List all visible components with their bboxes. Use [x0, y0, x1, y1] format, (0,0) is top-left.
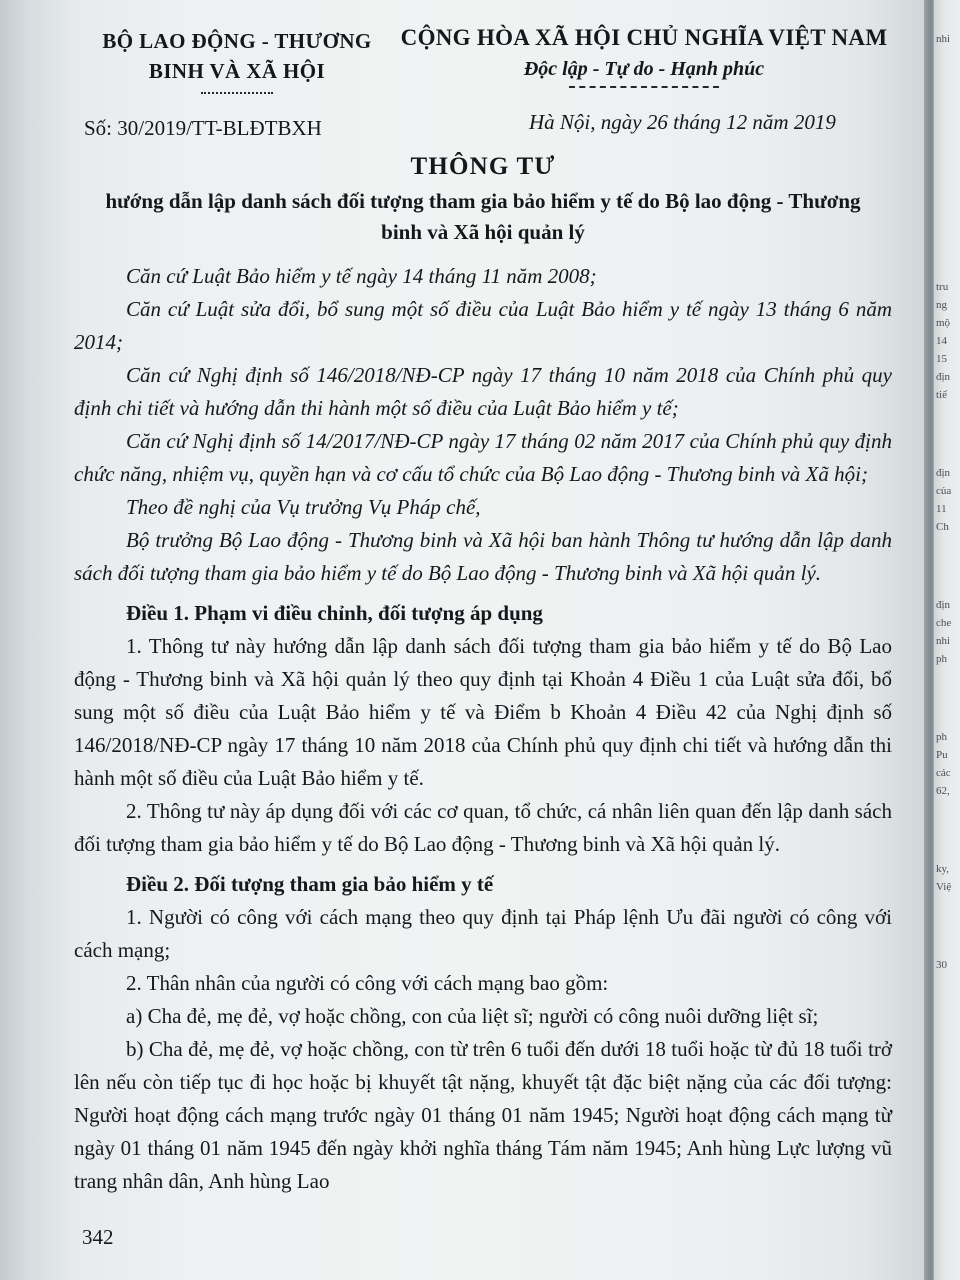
document-title: THÔNG TƯ	[410, 153, 556, 180]
national-line-2: Độc lập - Tự do - Hạnh phúc	[523, 58, 765, 80]
article-1-paragraph-2: 2. Thông tư này áp dụng đối với các cơ quan, tổ chức, cá nhân liên quan đến lập danh sách đối tượng tham gia bảo hiểm y tế do Bộ Lao động - Thương binh và Xã hội quản lý.	[74, 799, 892, 856]
facing-text-fragment: 15	[936, 353, 947, 365]
article-1-paragraph-1: 1. Thông tư này hướng dẫn lập danh sách đối tượng tham gia bảo hiểm y tế do Bộ Lao động - Thương binh và Xã hội quản lý theo quy định tại Khoản 4 Điều 1 của Luật sửa đổi, bổ sung một số điều của Luật Bảo hiểm y tế và Điểm b Khoản 4 Điều 42 của Nghị định số 146/2018/NĐ-CP ngày 17 tháng 10 năm 2018 của Chính phủ quy định chi tiết và hướng dẫn thi hành một số điều của Luật Bảo hiểm y tế.	[74, 634, 892, 790]
facing-text-fragment: của	[936, 485, 952, 497]
document-header	[74, 18, 892, 138]
article-2-item-a: a) Cha đẻ, mẹ đẻ, vợ hoặc chồng, con của liệt sĩ; người có công nuôi dưỡng liệt sĩ;	[126, 1004, 819, 1028]
issuer-line-2: BINH VÀ XÃ HỘI	[148, 59, 326, 83]
facing-text-fragment: Pu	[936, 749, 948, 761]
facing-text-fragment: mộ	[936, 317, 951, 329]
article-2-heading: Điều 2. Đối tượng tham gia bảo hiểm y tế	[126, 872, 494, 896]
facing-text-fragment: tru	[936, 281, 949, 293]
facing-text-fragment: ph	[936, 731, 947, 743]
document-number: Số: 30/2019/TT-BLĐTBXH	[84, 116, 322, 140]
facing-text-fragment: 11	[936, 503, 947, 515]
preamble-paragraph: Căn cứ Nghị định số 146/2018/NĐ-CP ngày 17 tháng 10 năm 2018 của Chính phủ quy định chi tiết và hướng dẫn thi hành một số điều của Luật Bảo hiểm y tế;	[74, 363, 892, 420]
article-2-paragraph-2: 2. Thân nhân của người có công với cách mạng bao gồm:	[126, 971, 609, 995]
facing-text-fragment: tiế	[936, 389, 947, 401]
facing-text-fragment: nhi	[936, 33, 951, 45]
national-divider	[569, 86, 719, 88]
facing-text-fragment: nhi	[936, 635, 951, 647]
article-1-heading: Điều 1. Phạm vi điều chỉnh, đối tượng áp dụng	[126, 601, 543, 625]
national-heading	[394, 22, 894, 88]
facing-text-fragment: địn	[936, 467, 951, 479]
issuer-line-1: BỘ LAO ĐỘNG - THƯƠNG	[102, 29, 372, 53]
article-2-item-b: b) Cha đẻ, mẹ đẻ, vợ hoặc chồng, con từ trên 6 tuổi đến dưới 18 tuổi hoặc từ đủ 18 tuổi trở lên nếu còn tiếp tục đi học hoặc bị khuyết tật nặng, khuyết tật đặc biệt nặng của các đối tượng: Người hoạt động cách mạng trước ngày 01 tháng 01 năm 1945; Người hoạt động cách mạng từ ngày 01 tháng 01 năm 1945 đến ngày khởi nghĩa tháng Tám năm 1945; Anh hùng Lực lượng vũ trang nhân dân, Anh hùng Lao	[74, 1037, 892, 1193]
facing-text-fragment: che	[936, 617, 952, 629]
facing-text-fragment: Ch	[936, 521, 949, 533]
place-and-date: Hà Nội, ngày 26 tháng 12 năm 2019	[529, 110, 836, 134]
facing-text-fragment: các	[936, 767, 951, 779]
facing-text-fragment: địn	[936, 371, 951, 383]
facing-text-fragment: Việ	[936, 881, 952, 893]
issuer-divider	[201, 92, 273, 94]
facing-text-fragment: địn	[936, 599, 951, 611]
preamble-paragraph: Căn cứ Luật sửa đổi, bổ sung một số điều của Luật Bảo hiểm y tế ngày 13 tháng 6 năm 2014;	[74, 297, 892, 354]
preamble-paragraph: Căn cứ Luật Bảo hiểm y tế ngày 14 tháng 11 năm 2008;	[126, 264, 597, 288]
article-2-paragraph-1: 1. Người có công với cách mạng theo quy định tại Pháp lệnh Ưu đãi người có công với cách mạng;	[74, 905, 892, 962]
preamble-paragraph: Theo đề nghị của Vụ trưởng Vụ Pháp chế,	[126, 495, 481, 519]
preamble-paragraph: Bộ trưởng Bộ Lao động - Thương binh và Xã hội ban hành Thông tư hướng dẫn lập danh sách đối tượng tham gia bảo hiểm y tế do Bộ Lao động - Thương binh và Xã hội quản lý.	[74, 528, 892, 585]
facing-text-fragment: ky,	[936, 863, 950, 875]
document-subtitle: hướng dẫn lập danh sách đối tượng tham gia bảo hiểm y tế do Bộ lao động - Thương binh và Xã hội quản lý	[105, 189, 861, 244]
national-line-1: CỘNG HÒA XÃ HỘI CHỦ NGHĨA VIỆT NAM	[400, 25, 888, 50]
facing-page-sliver	[933, 0, 960, 1280]
facing-text-fragment: 30	[936, 959, 947, 971]
facing-text-fragment: ng	[936, 299, 947, 311]
page-number: 342	[82, 1225, 114, 1249]
page-content	[74, 18, 892, 1258]
issuing-authority	[82, 26, 392, 94]
document-body	[74, 260, 892, 1198]
facing-text-fragment: 62,	[936, 785, 950, 797]
facing-text-fragment: 14	[936, 335, 947, 347]
facing-text-fragment: ph	[936, 653, 947, 665]
preamble-paragraph: Căn cứ Nghị định số 14/2017/NĐ-CP ngày 17 tháng 02 năm 2017 của Chính phủ quy định chức năng, nhiệm vụ, quyền hạn và cơ cấu tổ chức của Bộ Lao động - Thương binh và Xã hội;	[74, 429, 892, 486]
